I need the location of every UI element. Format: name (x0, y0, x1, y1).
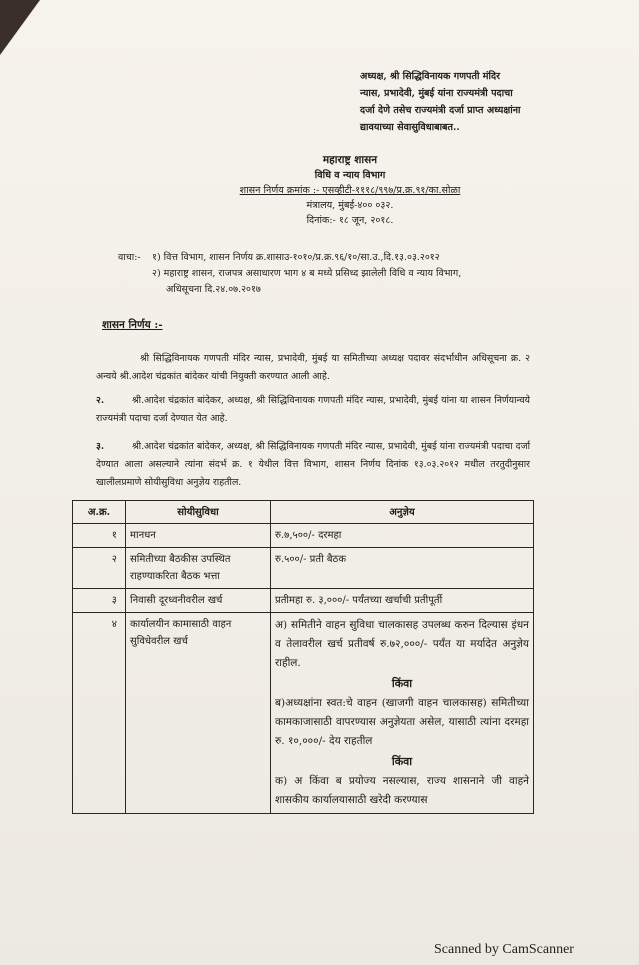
document-header (200, 153, 500, 228)
decision-title: शासन निर्णय :- (102, 319, 163, 331)
paragraph-text: श्री.आदेश चंद्रकांत बांदेकर, अध्यक्ष, श्री सिद्धिविनायक गणपती मंदिर न्यास, प्रभादेवी, मुंबई यांना राज्यमंत्री पदाचा दर्जा देण्यात आला असल्याने त्यांना संदर्भ क्र. १ येथील वित्त विभाग, शासन निर्णय दिनांक १३.०३.२०१२ मधील तरतुदीनुसार खालीलप्रमाणे सोयीसुविधा अनुज्ञेय राहतील. (96, 441, 530, 488)
row-number: १ (73, 524, 126, 548)
allowance-cell: रु.७,५००/- दरमहा (271, 524, 534, 548)
subject-line: द्यावयाच्या सेवासुविधाबाबत.. (360, 122, 460, 133)
allowance-cell: रु.५००/- प्रती बैठक (271, 548, 534, 589)
paragraph-1 (96, 350, 530, 386)
column-header: अ.क्र. (73, 501, 126, 524)
paragraph-text: श्री.आदेश चंद्रकांत बांदेकर, अध्यक्ष, श्री सिद्धिविनायक गणपती मंदिर न्यास, प्रभादेवी, मुंबई यांना या शासन निर्णयान्वये राज्यमंत्री पदाचा दर्जा देण्यात येत आहे. (96, 395, 530, 424)
references-label: वाचा:- (118, 252, 141, 263)
gr-number: शासन निर्णय क्रमांक :- एसव्हीटी-१११८/९९७/प्र.क्र.९१/का.सोळा (239, 185, 461, 196)
table-row (73, 548, 534, 589)
facility-cell: निवासी दूरध्वनीवरील खर्च (126, 589, 271, 613)
paragraph-number: ३. (96, 441, 105, 452)
department-name: विधि व न्याय विभाग (314, 170, 386, 181)
row-number: ३ (73, 589, 126, 613)
subject-line: दर्जा देणे तसेच राज्यमंत्री दर्जा प्राप्त अध्यक्षांना (360, 105, 521, 116)
reference-item: १) वित्त विभाग, शासन निर्णय क्र.शासाउ-१०१०/प्र.क्र.९६/१०/सा.उ.,दि.१३.०३.२०१२ (152, 252, 440, 263)
allowance-cell (271, 613, 534, 814)
paragraph-3 (96, 438, 530, 492)
scanner-watermark: Scanned by CamScanner (434, 942, 574, 957)
or-separator: किंवा (391, 677, 413, 690)
row-number: २ (73, 548, 126, 589)
subject-line: अध्यक्ष, श्री सिद्धिविनायक गणपती मंदिर (360, 71, 501, 82)
paragraph-2 (96, 392, 530, 428)
scan-corner-shadow (0, 0, 40, 55)
or-separator: किंवा (391, 755, 413, 768)
table-row (73, 589, 534, 613)
references-block (118, 250, 538, 298)
government-name: महाराष्ट्र शासन (322, 154, 378, 166)
document-date: दिनांक:- १८ जून, २०१८. (306, 215, 394, 226)
reference-item: २) महाराष्ट्र शासन, राजपत्र असाधारण भाग ४ ब मध्ये प्रसिध्द झालेली विधि व न्याय विभाग, (152, 268, 462, 279)
table-header-row (73, 501, 534, 524)
reference-item: अधिसूचना दि.२४.०७.२०१७ (166, 284, 261, 295)
subject-block (360, 68, 575, 136)
row-number: ४ (73, 613, 126, 814)
office-address: मंत्रालय, मुंबई-४०० ०३२. (306, 200, 394, 211)
facility-cell: मानधन (126, 524, 271, 548)
paragraph-number: २. (96, 395, 105, 406)
benefits-table (72, 500, 534, 814)
facility-cell: कार्यालयीन कामासाठी वाहन सुविधेवरील खर्च (126, 613, 271, 814)
option-c: क) अ किंवा ब प्रयोज्य नसल्यास, राज्य शासनाने जी वाहने शासकीय कार्यालयासाठी खरेदी करण्यास (275, 775, 529, 806)
subject-line: न्यास, प्रभादेवी, मुंबई यांना राज्यमंत्री पदाचा (360, 88, 513, 99)
facility-cell: समितीच्या बैठकीस उपस्थित राहण्याकरिता बैठक भत्ता (126, 548, 271, 589)
column-header: सोयीसुविधा (126, 501, 271, 524)
allowance-cell: प्रतीमहा रु. ३,०००/- पर्यंतच्या खर्चाची प्रतीपूर्ती (271, 589, 534, 613)
column-header: अनुज्ञेय (271, 501, 534, 524)
paragraph-text: श्री सिद्धिविनायक गणपती मंदिर न्यास, प्रभादेवी, मुंबई या समितीच्या अध्यक्ष पदावर संदर्भाधीन अधिसूचना क्र. २ अन्वये श्री.आदेश चंद्रकांत बांदेकर यांची नियुक्ती करण्यात आली आहे. (96, 353, 530, 382)
table-row (73, 613, 534, 814)
option-a: अ) समितीने वाहन सुविधा चालकासह उपलब्ध करुन दिल्यास इंधन व तेलावरील खर्च प्रतीवर्ष रु.७२,०००/- पर्यंत या मर्यादेत अनुज्ञेय राहील. (275, 619, 529, 669)
option-b: ब)अध्यक्षांना स्वत:चे वाहन (खाजगी वाहन चालकासह) समितीच्या कामकाजासाठी वापरण्यास अनुज्ञेयता असेल, यासाठी त्यांना दरमहा रु. १०,०००/- देय राहतील (275, 697, 529, 747)
table-row (73, 524, 534, 548)
